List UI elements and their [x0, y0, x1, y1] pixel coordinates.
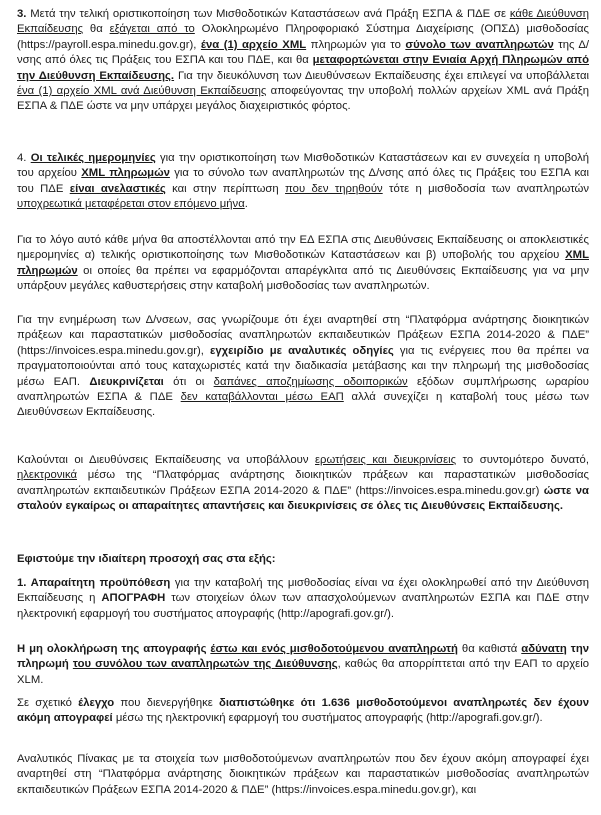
- text: οι οποίες θα πρέπει να εφαρμόζονται απαρέγκλιτα από τις Διευθύνσεις Εκπαίδευσης για να μην υπάρξουν μεγάλες καθυστερήσεις στην καταβολή μισθοδοσίας των αναπληρωτών.: [17, 264, 589, 293]
- text: .: [244, 198, 248, 211]
- text: ),: [189, 38, 201, 51]
- underlined-text: δεν καταβάλλονται μέσω ΕΑΠ: [180, 391, 344, 404]
- paragraph-incomplete-registration: [0, 642, 601, 688]
- text: που διενεργήθηκε: [114, 697, 220, 709]
- underlined-text: που δεν τηρηθούν: [285, 182, 383, 195]
- invoices-link[interactable]: https://invoices.espa.minedu.gov.gr: [359, 484, 536, 497]
- text: μέσω της ηλεκτρονική εφαρμογή του συστήματος απογραφής (http://apografi.gov.gr/).: [112, 712, 543, 725]
- paragraph-questions: [0, 453, 601, 515]
- text: για τις ενέργειες που θα πρέπει να πραγματοποιούνται από τους καταχωριστές κατά την διαδικασία μετάβασης και την πληρωμή της μισθοδοσίας μέσω ΕΑΠ.: [17, 344, 589, 388]
- text: τότε η μισθοδοσία των αναπληρωτών: [382, 182, 589, 195]
- text: Για το λόγο αυτό κάθε μήνα θα αποστέλλονται από την ΕΔ ΕΣΠΑ στις Διευθύνσεις Εκπαίδευσης οι αποκλειστικές ημερομηνίες α) τελικής οριστικοποίησης των Μισθοδοτικών Καταστάσεων και β) υποβολής του αρχείου: [17, 234, 589, 262]
- text: Για την ενημέρωση των Δ/νσεων, σας γνωρίζουμε ότι έχει αναρτηθεί στη “Πλατφόρμα ανάρτησης διοικητικών πράξεων και παραστατικών μισθοδοσίας αναπληρωτών εκπαιδευτικών Πράξεων ΕΣΠΑ 2014-2020 & ΠΔΕ” (: [17, 314, 589, 357]
- text: Σε σχετικό: [17, 697, 79, 709]
- paragraph-3: [0, 7, 601, 115]
- emphasis-text: του συνόλου των αναπληρωτών της Διεύθυνσης: [72, 658, 338, 671]
- underlined-text: ερωτήσεις και διευκρινίσεις: [315, 454, 457, 466]
- paragraph-check: [0, 696, 601, 727]
- underlined-text: εξάγεται από το: [109, 23, 195, 36]
- item-number: 3.: [17, 8, 27, 20]
- bold-text: εγχειρίδιο με αναλυτικές οδηγίες: [210, 344, 394, 357]
- text: ), και: [451, 783, 477, 796]
- paragraph-4: [0, 151, 601, 213]
- text: Μετά την τελική οριστικοποίηση των Μισθοδοτικών Καταστάσεων ανά Πράξη ΕΣΠΑ & ΠΔΕ σε: [26, 8, 510, 20]
- text: Αναλυτικός Πίνακας με τα στοιχεία των μισθοδοτούμενων αναπληρωτών που δεν έχουν ακόμη απογραφεί έχει αναρτηθεί στη “Πλατφόρμα ανάρτησης διοικητικών πράξεων και παραστατικών μισθοδοσίας αναπληρωτών εκπαιδευτικών Πράξεων ΕΣΠΑ 2014-2020 & ΠΔΕ” (: [17, 753, 589, 796]
- emphasis-text: μεταφορτώνεται στην Ενιαία Αρχή Πληρωμών από την Διεύθυνση Εκπαίδευσης.: [17, 54, 589, 82]
- text: , καθώς θα απορρίπτεται από την ΕΑΠ το αρχείο XLM.: [17, 658, 589, 686]
- invoices-link[interactable]: https://invoices.espa.minedu.gov.gr: [20, 344, 198, 357]
- text: ): [535, 484, 544, 497]
- underlined-text: υποχρεωτικά μεταφέρεται στον επόμενο μήνα: [17, 198, 245, 211]
- text: Για την διευκόλυνση των Διευθύνσεων Εκπαίδευσης έχει επιλεγεί να υποβάλλεται: [174, 69, 589, 82]
- emphasis-text: ένα (1) αρχείο XML: [200, 38, 307, 51]
- emphasis-text: XML πληρωμών: [17, 249, 589, 277]
- emphasis-text: Οι τελικές ημερομηνίες: [30, 152, 156, 164]
- bold-text: ΑΠΟΓΡΑΦΗ: [101, 592, 166, 605]
- text: το συντομότερο δυνατό,: [456, 454, 589, 466]
- underlined-text: ηλεκτρονικά: [17, 469, 77, 482]
- bold-text: την πληρωμή: [17, 643, 590, 671]
- bold-text: Διευκρινίζεται: [89, 375, 164, 388]
- emphasis-text: αδύνατη: [521, 643, 567, 655]
- paragraph-reason: [0, 233, 601, 295]
- invoices-link[interactable]: https://invoices.espa.minedu.gov.gr: [275, 783, 452, 796]
- text: θα: [83, 23, 110, 36]
- emphasis-text: σύνολο των αναπληρωτών: [405, 38, 554, 51]
- emphasis-text: είναι ανελαστικές: [69, 182, 166, 195]
- emphasis-text: XML πληρωμών: [81, 167, 170, 180]
- underlined-text: ένα (1) αρχείο XML ανά Διεύθυνση Εκπαίδευσης: [17, 85, 267, 98]
- paragraph-information: [0, 313, 601, 421]
- paragraph-attention: [0, 552, 601, 567]
- text: μέσω της “Πλατφόρμας ανάρτησης διοικητικών πράξεων και παραστατικών μισθοδοσίας αναπληρωτών εκπαιδευτικών Πράξεων ΕΣΠΑ 2014-2020 & ΠΔΕ” (: [17, 469, 589, 497]
- text: θα καθιστά: [457, 643, 522, 655]
- emphasis-text: έστω και ενός μισθοδοτούμενου αναπληρωτή: [210, 643, 458, 655]
- item-number: 4.: [17, 152, 31, 164]
- text: και στην περίπτωση: [165, 182, 286, 195]
- bold-text: 1. Απαραίτητη προϋπόθεση: [17, 577, 171, 589]
- text: πληρωμών για το: [306, 38, 406, 51]
- payroll-link[interactable]: https://payroll.espa.minedu.gov.gr: [20, 38, 190, 51]
- bold-text: ώστε να σταλούν εγκαίρως οι απαραίτητες απαντήσεις και διευκρινίσεις σε όλες τις Διευθύνσεις Εκπαίδευσης.: [17, 484, 589, 513]
- text: των στοιχείων όλων των απασχολούμενων αναπληρωτών ΕΣΠΑ και ΠΔΕ στην ηλεκτρονική εφαρμογή του συστήματος απογραφής (http://apografi.gov.gr/).: [17, 592, 589, 620]
- underlined-text: κάθε Διεύθυνση Εκπαίδευσης: [17, 8, 589, 36]
- text: αποφεύγοντας την υποβολή πολλών αρχείων XML ανά Πράξη ΕΣΠΑ & ΠΔΕ ώστε να μην υπάρχει μεγάλος διαχειριστικός φόρτος.: [17, 85, 589, 113]
- text: αλλά συνεχίζει η καταβολή τους μέσω των Διευθύνσεων Εκπαίδευσης.: [17, 391, 590, 419]
- paragraph-table-notice: [0, 752, 601, 798]
- text: Ολοκληρωμένο Πληροφοριακό Σύστημα Διαχείρισης (ΟΠΣΔ) μισθοδοσίας (: [17, 23, 590, 51]
- text: ότι οι: [163, 375, 214, 388]
- text: Καλούνται οι Διευθύνσεις Εκπαίδευσης να υποβάλλουν: [17, 454, 315, 466]
- text: εξόδων συμπλήρωσης ωραρίου αναπληρωτών ΕΣΠΑ & ΠΔΕ: [17, 375, 589, 404]
- underlined-text: δαπάνες αποζημίωσης οδοιπορικών: [213, 375, 408, 388]
- bold-text: Εφιστούμε την ιδιαίτερη προσοχή σας στα εξής:: [17, 553, 276, 565]
- text: για το σύνολο των αναπληρωτών της Δ/νσης από όλες τις Πράξεις του ΕΣΠΑ και του ΠΔΕ: [17, 167, 590, 195]
- text: για την καταβολή της μισθοδοσίας είναι να έχει ολοκληρωθεί από την Διεύθυνση Εκπαίδευσης η: [17, 577, 589, 605]
- bold-text: διαπιστώθηκε ότι 1.636 μισθοδοτούμενοι αναπληρωτές δεν έχουν ακόμη απογραφεί: [17, 697, 589, 725]
- bold-text: έλεγχο: [78, 697, 115, 709]
- paragraph-prerequisite: [0, 576, 601, 622]
- text: ),: [197, 344, 210, 357]
- text: για την οριστικοποίηση των Μισθοδοτικών Καταστάσεων και εν συνεχεία η υποβολή του αρχείου: [17, 152, 589, 180]
- text: της Δ/νσης από όλες τις Πράξεις του ΕΣΠΑ και του ΠΔΕ, και θα: [17, 38, 590, 67]
- bold-text: Η μη ολοκλήρωση της απογραφής: [17, 643, 211, 655]
